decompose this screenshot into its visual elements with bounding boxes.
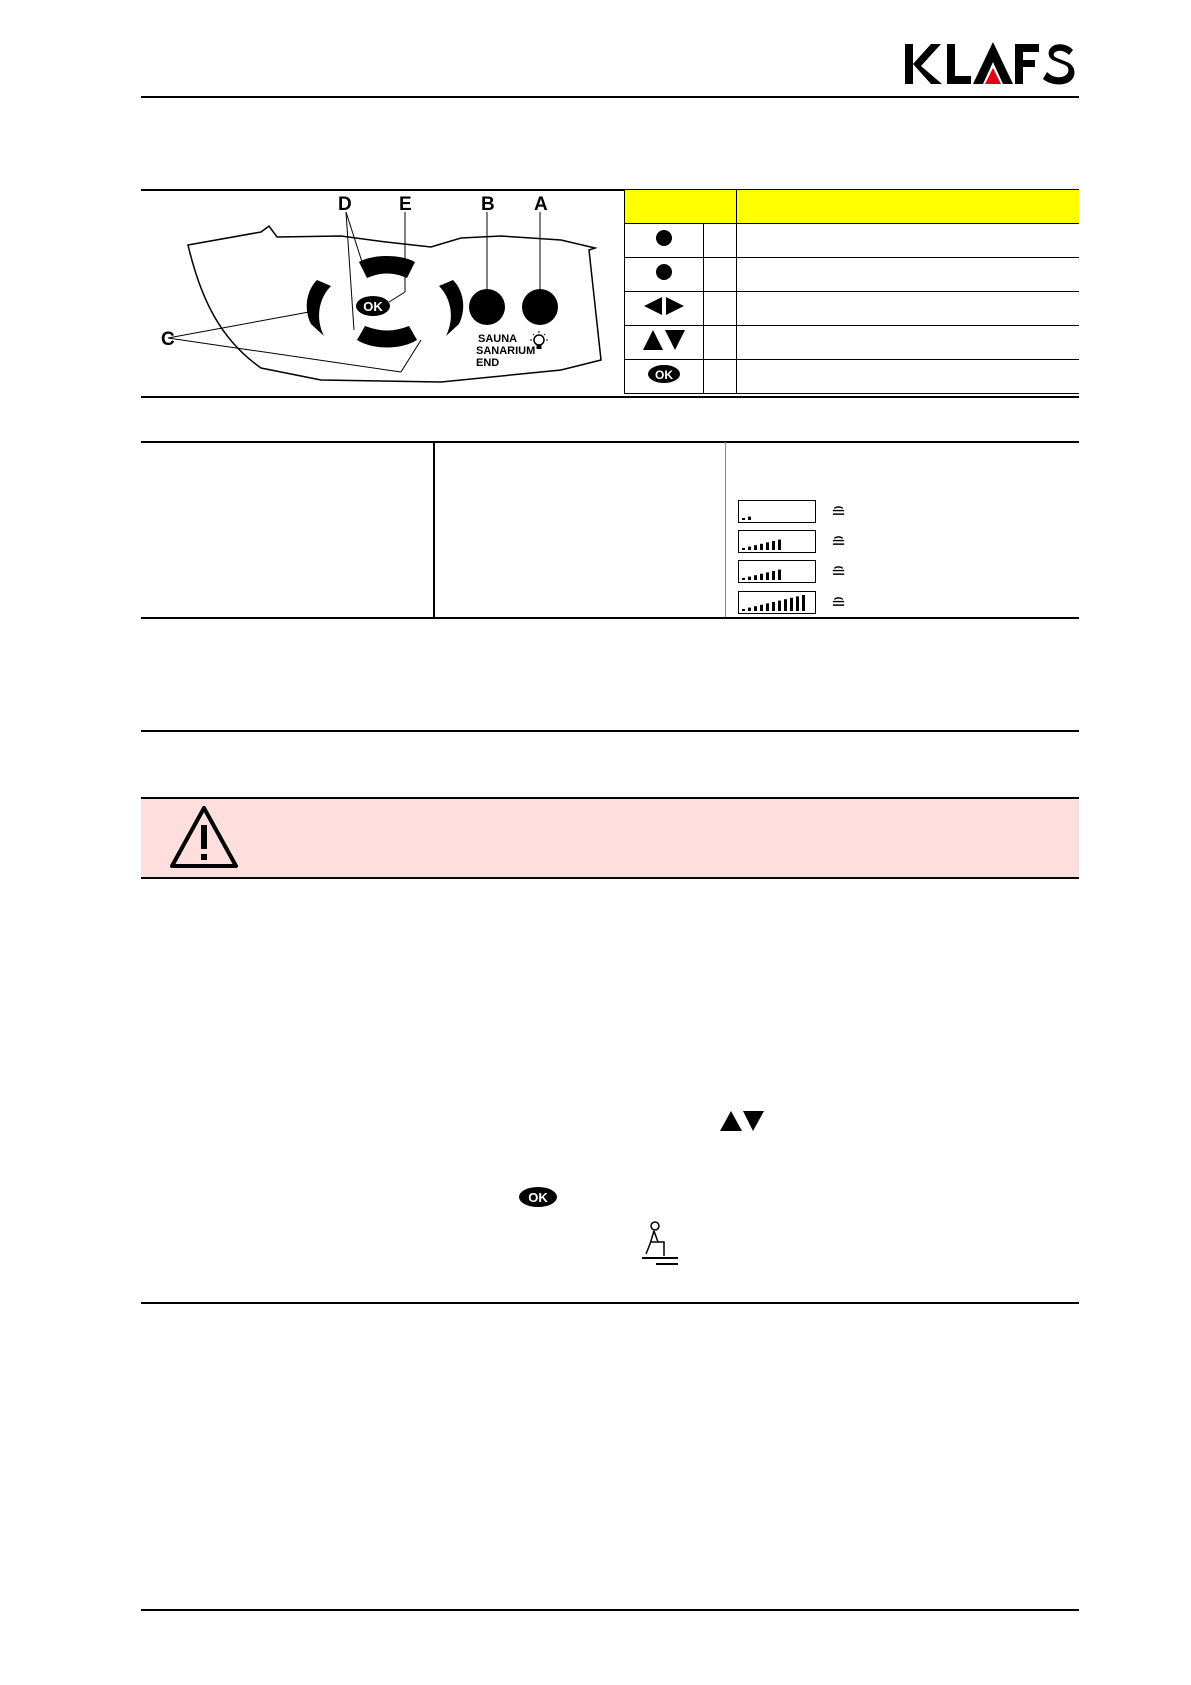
level-bar [760, 574, 763, 580]
level-bar [742, 518, 745, 520]
controls-table-header [625, 190, 1080, 224]
footer-rule [141, 1609, 1079, 1611]
level-indicator-1 [738, 500, 816, 523]
controls-table-row [625, 258, 1080, 292]
level-bar [766, 603, 769, 611]
level-bar [748, 547, 751, 550]
controls-table-row [625, 326, 1080, 360]
level-bar [772, 571, 775, 580]
level-bar [742, 578, 745, 580]
up-down-arrows-icon [643, 329, 685, 351]
level-bar [784, 599, 787, 611]
level-bar [754, 606, 757, 611]
callout-e: E [399, 194, 412, 215]
level-indicator-2 [738, 530, 816, 553]
level-bar [754, 575, 757, 580]
ok-inline-label: OK [528, 1190, 548, 1205]
level-bar [772, 602, 775, 611]
ok-icon-label: OK [655, 368, 673, 382]
column-divider [725, 442, 726, 618]
level-bar [772, 541, 775, 550]
mode-label-1: SAUNA [478, 333, 518, 345]
filled-circle-icon [655, 229, 673, 247]
control-panel-figure [141, 190, 624, 395]
level-bar [748, 517, 751, 520]
level-indicator-3 [738, 560, 816, 583]
section-rule [141, 1302, 1079, 1304]
level-bar [760, 605, 763, 611]
callout-d: D [338, 194, 352, 215]
up-down-arrows-icon [720, 1110, 764, 1132]
approx-symbol: ≘ [831, 502, 847, 522]
header-rule [141, 96, 1079, 98]
approx-symbol: ≘ [831, 562, 847, 582]
level-bar [796, 596, 799, 611]
seated-person-icon [642, 1220, 680, 1266]
level-bar [766, 542, 769, 550]
controls-table-row [625, 360, 1080, 394]
level-bar [754, 545, 757, 550]
level-bar [766, 572, 769, 580]
figure-ok-label: OK [363, 299, 383, 314]
ok-button-icon [647, 364, 681, 384]
section-rule [141, 617, 1079, 619]
level-bar [742, 548, 745, 550]
level-bar [778, 601, 781, 611]
level-bar [778, 570, 781, 580]
level-bar [778, 540, 781, 550]
mode-label-3: END [476, 357, 500, 369]
level-bar [748, 577, 751, 580]
left-right-arrows-icon [642, 296, 686, 316]
mode-label-2: SANARIUM [476, 345, 536, 357]
level-bar [742, 609, 745, 611]
warning-box [141, 797, 1079, 879]
section-rule [141, 730, 1079, 732]
approx-symbol: ≘ [831, 593, 847, 613]
approx-symbol: ≘ [831, 532, 847, 552]
warning-triangle-icon [169, 805, 239, 869]
section-rule [141, 441, 1079, 443]
section-rule [141, 396, 1079, 398]
level-bar [748, 608, 751, 611]
ok-button-icon [518, 1186, 558, 1208]
level-indicator-4 [738, 591, 816, 614]
level-bar [790, 598, 793, 611]
klafs-logo [905, 40, 1080, 88]
callout-c: C [161, 329, 175, 350]
controls-table [624, 190, 1079, 394]
controls-table-row [625, 224, 1080, 258]
filled-circle-icon [655, 263, 673, 281]
level-bar [760, 544, 763, 550]
callout-a: A [534, 194, 548, 215]
level-bar [802, 595, 805, 611]
column-divider [433, 442, 435, 618]
logo-text: KLAFS [905, 40, 909, 41]
controls-table-row [625, 292, 1080, 326]
callout-b: B [481, 194, 495, 215]
